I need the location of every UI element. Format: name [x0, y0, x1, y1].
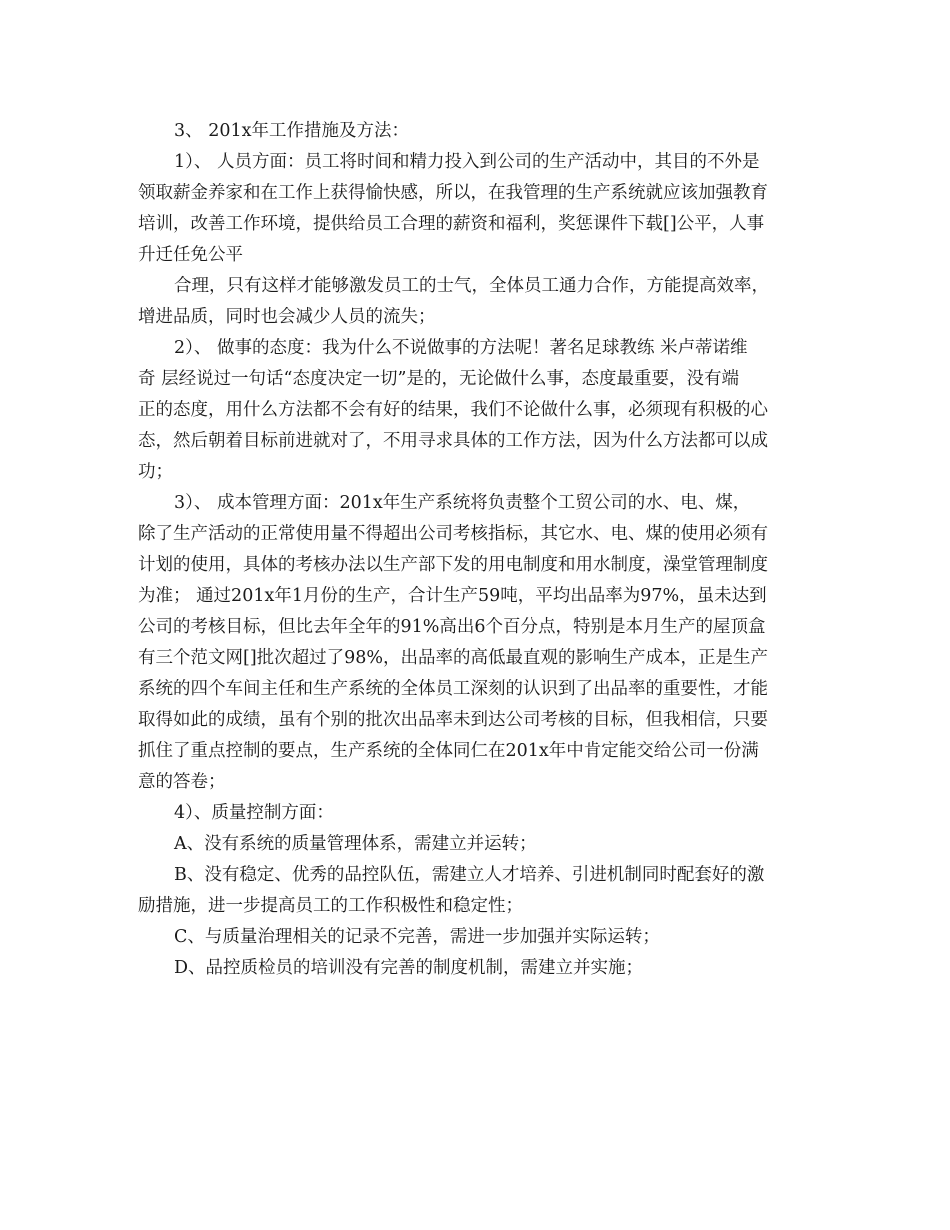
list-item: A、没有系统的质量管理体系，需建立并运转；	[174, 834, 537, 854]
list-item-continuation: 励措施，进一步提高员工的工作积极性和稳定性；	[138, 896, 523, 916]
list-item: C、与质量治理相关的记录不完善，需进一步加强并实际运转；	[174, 927, 660, 947]
paragraph-line: 领取薪金养家和在工作上获得愉快感，所以，在我管理的生产系统就应该加强教育	[138, 183, 768, 203]
paragraph-line: 系统的四个车间主任和生产系统的全体员工深刻的认识到了出品率的重要性，才能	[138, 679, 768, 699]
paragraph-line: 功；	[138, 462, 173, 482]
paragraph-line: 意的答卷；	[138, 772, 226, 792]
paragraph-line: 增进品质，同时也会减少人员的流失；	[138, 307, 436, 327]
paragraph-line: 取得如此的成绩，虽有个别的批次出品率未到达公司考核的目标，但我相信，只要	[138, 710, 768, 730]
paragraph-line: 除了生产活动的正常使用量不得超出公司考核指标，其它水、电、煤的使用必须有	[138, 524, 768, 544]
paragraph-line: 升迁任免公平	[138, 245, 243, 265]
document-body	[138, 116, 818, 984]
paragraph-line: 培训，改善工作环境，提供给员工合理的薪资和福利，奖惩课件下载[]公平，人事	[138, 214, 765, 234]
list-item: B、没有稳定、优秀的品控队伍，需建立人才培养、引进机制同时配套好的激	[174, 865, 765, 885]
paragraph-line: 正的态度，用什么方法都不会有好的结果，我们不论做什么事，必须现有积极的心	[138, 400, 768, 420]
paragraph-line: 3）、 成本管理方面：201x年生产系统将负责整个工贸公司的水、电、煤，	[174, 493, 751, 513]
section-heading: 3、 201x年工作措施及方法：	[174, 121, 409, 141]
paragraph-line: 4）、质量控制方面：	[174, 803, 334, 823]
paragraph-line: 为准； 通过201x年1月份的生产，合计生产59吨，平均出品率为97%，虽未达到	[138, 586, 767, 606]
paragraph-line: 公司的考核目标，但比去年全年的91%高出6个百分点，特别是本月生产的屋顶盒	[138, 617, 766, 637]
list-item: D、品控质检员的培训没有完善的制度机制，需建立并实施；	[174, 958, 644, 978]
paragraph-line: 1）、 人员方面：员工将时间和精力投入到公司的生产活动中，其目的不外是	[174, 152, 760, 172]
paragraph-line: 奇 层经说过一句话“态度决定一切”是的，无论做什么事，态度最重要，没有端	[138, 369, 739, 389]
paragraph-line: 抓住了重点控制的要点，生产系统的全体同仁在201x年中肯定能交给公司一份满	[138, 741, 759, 761]
paragraph-line: 有三个范文网[]批次超过了98%，出品率的高低最直观的影响生产成本，正是生产	[138, 648, 769, 668]
paragraph-line: 态，然后朝着目标前进就对了，不用寻求具体的工作方法，因为什么方法都可以成	[138, 431, 768, 451]
paragraph-line: 2）、 做事的态度：我为什么不说做事的方法呢！著名足球教练 米卢蒂诺维	[174, 338, 748, 358]
paragraph-line: 合理，只有这样才能够激发员工的士气，全体员工通力合作，方能提高效率，	[174, 276, 769, 296]
paragraph-line: 计划的使用，具体的考核办法以生产部下发的用电制度和用水制度，澡堂管理制度	[138, 555, 768, 575]
